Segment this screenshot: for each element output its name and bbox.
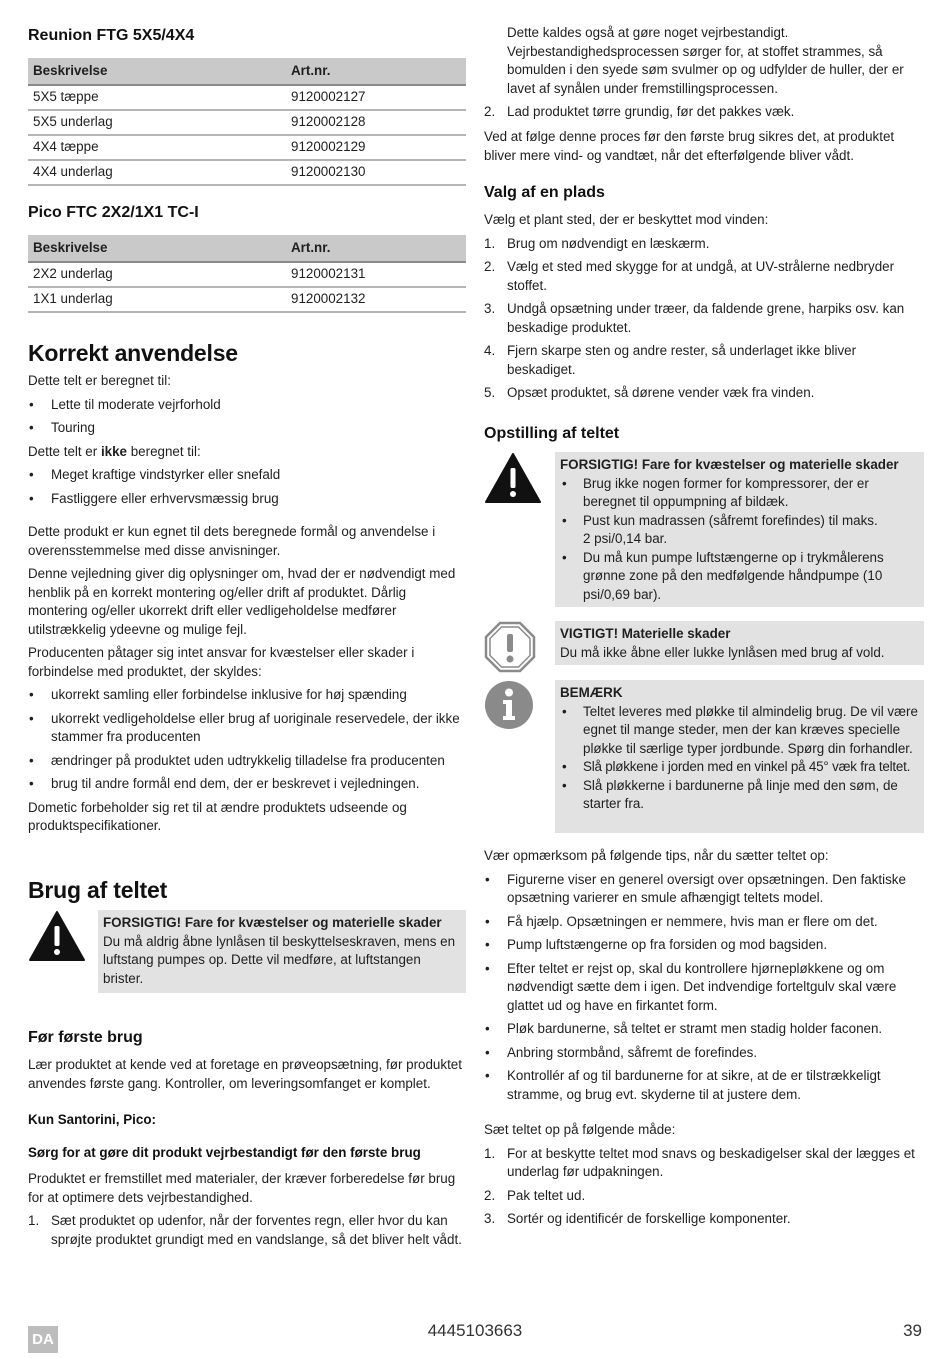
section-korrekt-anvendelse	[28, 372, 466, 836]
list-number: 2.	[484, 1187, 496, 1203]
column-header-artnr: Art.nr.	[286, 235, 466, 262]
caution-box	[98, 910, 466, 993]
list-number: 2.	[484, 259, 496, 274]
section-title-foer-foerste-brug: Før første brug	[28, 1029, 143, 1046]
list-item	[28, 1212, 466, 1249]
list-text: Sortér og identificér de forskellige komponenter.	[507, 1211, 791, 1226]
table-row	[28, 160, 466, 185]
table-row	[28, 135, 466, 160]
list-item: • Anbring stormbånd, såfremt de forefindes.	[484, 1044, 924, 1063]
list-item: • Meget kraftige vindstyrker eller snefald	[28, 466, 466, 485]
table-cell: 4X4 underlag	[28, 160, 286, 185]
list-text: Fjern skarpe sten og andre rester, så underlaget ikke bliver beskadiget.	[507, 343, 857, 377]
table-cell: 4X4 tæppe	[28, 135, 286, 160]
bullet-list	[28, 686, 466, 794]
list-text: Opsæt produktet, så dørene vender væk fra vinden.	[507, 385, 815, 400]
table-cell: 9120002129	[286, 135, 466, 160]
list-item	[484, 300, 924, 337]
info-circle-icon	[484, 680, 534, 730]
important-title: VIGTIGT! Materielle skader	[560, 626, 731, 641]
list-item	[484, 342, 924, 379]
column-header-description: Beskrivelse	[28, 235, 286, 262]
list-number: 2.	[484, 104, 496, 119]
column-header-description: Beskrivelse	[28, 58, 286, 85]
table-cell: 5X5 tæppe	[28, 85, 286, 110]
list-item	[484, 235, 924, 254]
table-cell: 9120002130	[286, 160, 466, 185]
list-item	[484, 1145, 924, 1182]
list-item: • Brug ikke nogen former for kompressorer, der er beregnet til oppumpning af bildæk.	[560, 475, 918, 512]
list-item	[484, 258, 924, 295]
numbered-list	[484, 235, 924, 403]
table-row	[28, 287, 466, 312]
bullet-list	[560, 475, 918, 605]
caution-title: FORSIGTIG! Fare for kvæstelser og materielle skader	[103, 915, 442, 930]
list-item: • Pløk bardunerne, så teltet er stramt men stadig holder faconen.	[484, 1020, 924, 1039]
list-text: Brug om nødvendigt en læskærm.	[507, 235, 710, 251]
list-text: Sæt produktet op udenfor, når der forventes regn, eller hvor du kan sprøjte produktet grundigt med en vandslange, så det bliver helt vådt.	[51, 1213, 462, 1247]
list-item	[484, 103, 924, 122]
table-cell: 2X2 underlag	[28, 262, 286, 287]
list-item: • ukorrekt samling eller forbindelse inklusive for høj spænding	[28, 686, 466, 705]
spec-table-reunion	[28, 58, 466, 186]
continued-paragraph: Dette kaldes også at gøre noget vejrbestandigt. Vejrbestandighedsprocessen sørger for, at stoffet strammes, så bomulden i den syede søm svulmer op og udfylder de huller, der er lavet af synålen under fremstillingsprocessen.	[507, 25, 904, 96]
table2-title: Pico FTC 2X2/1X1 TC-I	[28, 204, 199, 221]
list-item: • Figurerne viser en generel oversigt over opsætningen. Den faktiske opsætning varierer en smule afhængigt teltets model.	[484, 871, 924, 908]
table-row	[28, 110, 466, 135]
note-title: BEMÆRK	[560, 685, 623, 700]
document-number: 4445103663	[427, 1321, 523, 1340]
paragraph: Ved at følge denne proces før den første brug sikres det, at produktet bliver mere vind- og vandtæt, når det efterfølgende bliver vådt.	[484, 129, 895, 163]
list-item: • Fastliggere eller erhvervsmæssig brug	[28, 490, 466, 509]
list-number: 1.	[484, 235, 496, 251]
list-item: • brug til andre formål end dem, der er beskrevet i vejledningen.	[28, 775, 466, 794]
list-item: • ukorrekt vedligeholdelse eller brug af uoriginale reservedele, der ikke stammer fra producenten	[28, 710, 466, 747]
note-box	[555, 680, 924, 833]
section-title-valg-af-en-plads: Valg af en plads	[484, 184, 605, 201]
numbered-list	[484, 103, 924, 127]
numbered-list	[28, 1212, 466, 1249]
emphasis-text: ikke	[100, 443, 127, 459]
table-cell: 5X5 underlag	[28, 110, 286, 135]
list-item: • ændringer på produktet uden udtrykkelig tilladelse fra producenten	[28, 752, 466, 771]
list-text: For at beskytte teltet mod snavs og beskadigelser skal der lægges et underlag før udpakningen.	[507, 1145, 915, 1179]
table-cell: 9120002131	[286, 262, 466, 287]
list-number: 3.	[484, 1211, 496, 1226]
list-item	[484, 1187, 924, 1206]
paragraph: Lær produktet at kende ved at foretage en prøveopsætning, før produktet anvendes første gang. Kontroller, om leveringsomfanget er komplet.	[28, 1057, 462, 1091]
paragraph: Vær opmærksom på følgende tips, når du sætter teltet op:	[484, 848, 829, 863]
list-item: • Efter teltet er rejst op, skal du kontrollere hjørnepløkkene og om nødvendigt sætte dem i igen. Det indvendige forteltgulv skal være glattet ud og have en firkantet form.	[484, 960, 924, 1016]
bullet-list	[560, 703, 918, 814]
table-cell: 9120002132	[286, 287, 466, 312]
bullet-list	[28, 396, 466, 438]
caution-box	[555, 452, 924, 607]
table-cell: 9120002128	[286, 110, 466, 135]
caution-title: FORSIGTIG! Fare for kvæstelser og materielle skader	[560, 457, 899, 472]
list-text: Pak teltet ud.	[507, 1187, 586, 1203]
list-item	[484, 384, 924, 403]
section-title-brug-af-teltet: Brug af teltet	[28, 877, 168, 903]
important-text: Du må ikke åbne eller lukke lynlåsen med brug af vold.	[560, 644, 885, 660]
table-header-row	[28, 58, 466, 85]
list-item: • Touring	[28, 419, 466, 438]
list-item: • Pump luftstængerne op fra forsiden og mod bagsiden.	[484, 936, 924, 955]
section-tips	[484, 847, 924, 1109]
list-item: • Du må kun pumpe luftstængerne op i trykmålerens grønne zone på den medfølgende håndpumpe (10 psi/0,69 bar).	[560, 549, 918, 605]
paragraph: Sæt teltet op på følgende måde:	[484, 1122, 676, 1137]
bullet-list	[28, 466, 466, 508]
section-setup-steps	[484, 1121, 924, 1234]
important-box	[555, 621, 924, 665]
list-item	[484, 1210, 924, 1229]
list-item: • Kontrollér af og til bardunerne for at sikre, at de er tilstrækkeligt stramme, og brug evt. skyderne til at justere dem.	[484, 1067, 924, 1104]
list-item: • Slå pløkkerne i bardunerne på linje med den søm, de starter fra.	[560, 777, 918, 814]
numbered-list	[484, 1145, 924, 1229]
list-number: 4.	[484, 343, 496, 358]
paragraph: Produktet er fremstillet med materialer, der kræver forberedelse før brug for at optimere dets vejrbestandighed.	[28, 1171, 456, 1205]
table-row	[28, 262, 466, 287]
subheading-kun-santorini: Kun Santorini, Pico:	[28, 1112, 156, 1127]
warning-triangle-icon	[484, 452, 542, 504]
spec-table-pico	[28, 235, 466, 313]
list-number: 5.	[484, 385, 496, 400]
list-item: • Teltet leveres med pløkke til almindelig brug. De vil være egnet til mange steder, men der kan kræves specielle pløkke til særlige typer jordbunde. Spørg din forhandler.	[560, 703, 918, 759]
list-number: 3.	[484, 301, 496, 316]
list-text: Vælg et sted med skygge for at undgå, at UV-strålerne nedbryder stoffet.	[507, 259, 895, 293]
warning-triangle-icon	[28, 910, 86, 962]
list-item: • Pust kun madrassen (såfremt forefindes) til maks. 2 psi/0,14 bar.	[560, 512, 918, 549]
text: beregnet til:	[127, 443, 201, 459]
bullet-list	[484, 871, 924, 1105]
text: Dette telt er	[28, 443, 101, 459]
table1-title: Reunion FTG 5X5/4X4	[28, 27, 195, 44]
paragraph	[28, 443, 466, 462]
list-item: • Få hjælp. Opsætningen er nemmere, hvis man er flere om det.	[484, 913, 924, 932]
list-number: 1.	[28, 1213, 40, 1228]
table-row	[28, 85, 466, 110]
section-title-opstilling-af-teltet: Opstilling af teltet	[484, 425, 620, 442]
table-cell: 9120002127	[286, 85, 466, 110]
list-text: Undgå opsætning under træer, da faldende grene, harpiks osv. kan beskadige produktet.	[507, 301, 905, 335]
table-cell: 1X1 underlag	[28, 287, 286, 312]
section-foer-foerste-brug	[28, 1056, 466, 1093]
list-number: 1.	[484, 1145, 496, 1161]
paragraph: Dometic forbeholder sig ret til at ændre produktets udseende og produktspecifikationer.	[28, 799, 407, 833]
section-vejrbestandig	[28, 1170, 466, 1254]
paragraph: Dette telt er beregnet til:	[28, 373, 171, 388]
paragraph: Producenten påtager sig intet ansvar for kvæstelser eller skader i forbindelse med produktet, der skyldes:	[28, 645, 415, 679]
list-item: • Slå pløkkene i jorden med en vinkel på 45° væk fra teltet.	[560, 758, 918, 777]
list-item: • Lette til moderate vejrforhold	[28, 396, 466, 415]
exclamation-octagon-icon	[484, 621, 536, 673]
section-title-korrekt-anvendelse: Korrekt anvendelse	[28, 340, 238, 366]
subheading-vejrbestandig: Sørg for at gøre dit produkt vejrbestandigt før den første brug	[28, 1145, 421, 1160]
section-valg-af-en-plads	[484, 211, 924, 408]
column-header-artnr: Art.nr.	[286, 58, 466, 85]
paragraph: Vælg et plant sted, der er beskyttet mod vinden:	[484, 212, 769, 227]
language-badge: DA	[28, 1326, 58, 1353]
table-header-row	[28, 235, 466, 262]
paragraph: Dette produkt er kun egnet til dets beregnede formål og anvendelse i overensstemmelse med disse anvisninger.	[28, 524, 436, 558]
page-number: 39	[903, 1321, 922, 1340]
caution-text: Du må aldrig åbne lynlåsen til beskyttelseskraven, mens en luftstang pumpes op. Dette vil medføre, at luftstangen brister.	[103, 933, 456, 986]
list-text: Lad produktet tørre grundig, før det pakkes væk.	[507, 104, 795, 119]
paragraph: Denne vejledning giver dig oplysninger om, hvad der er nødvendigt med henblik på en korrekt montering og/eller drift af produktet. Dårlig montering og/eller ukorrekt drift eller vedligeholdelse medfører utilstrækkelig ydeevne og mulige fejl.	[28, 566, 456, 637]
